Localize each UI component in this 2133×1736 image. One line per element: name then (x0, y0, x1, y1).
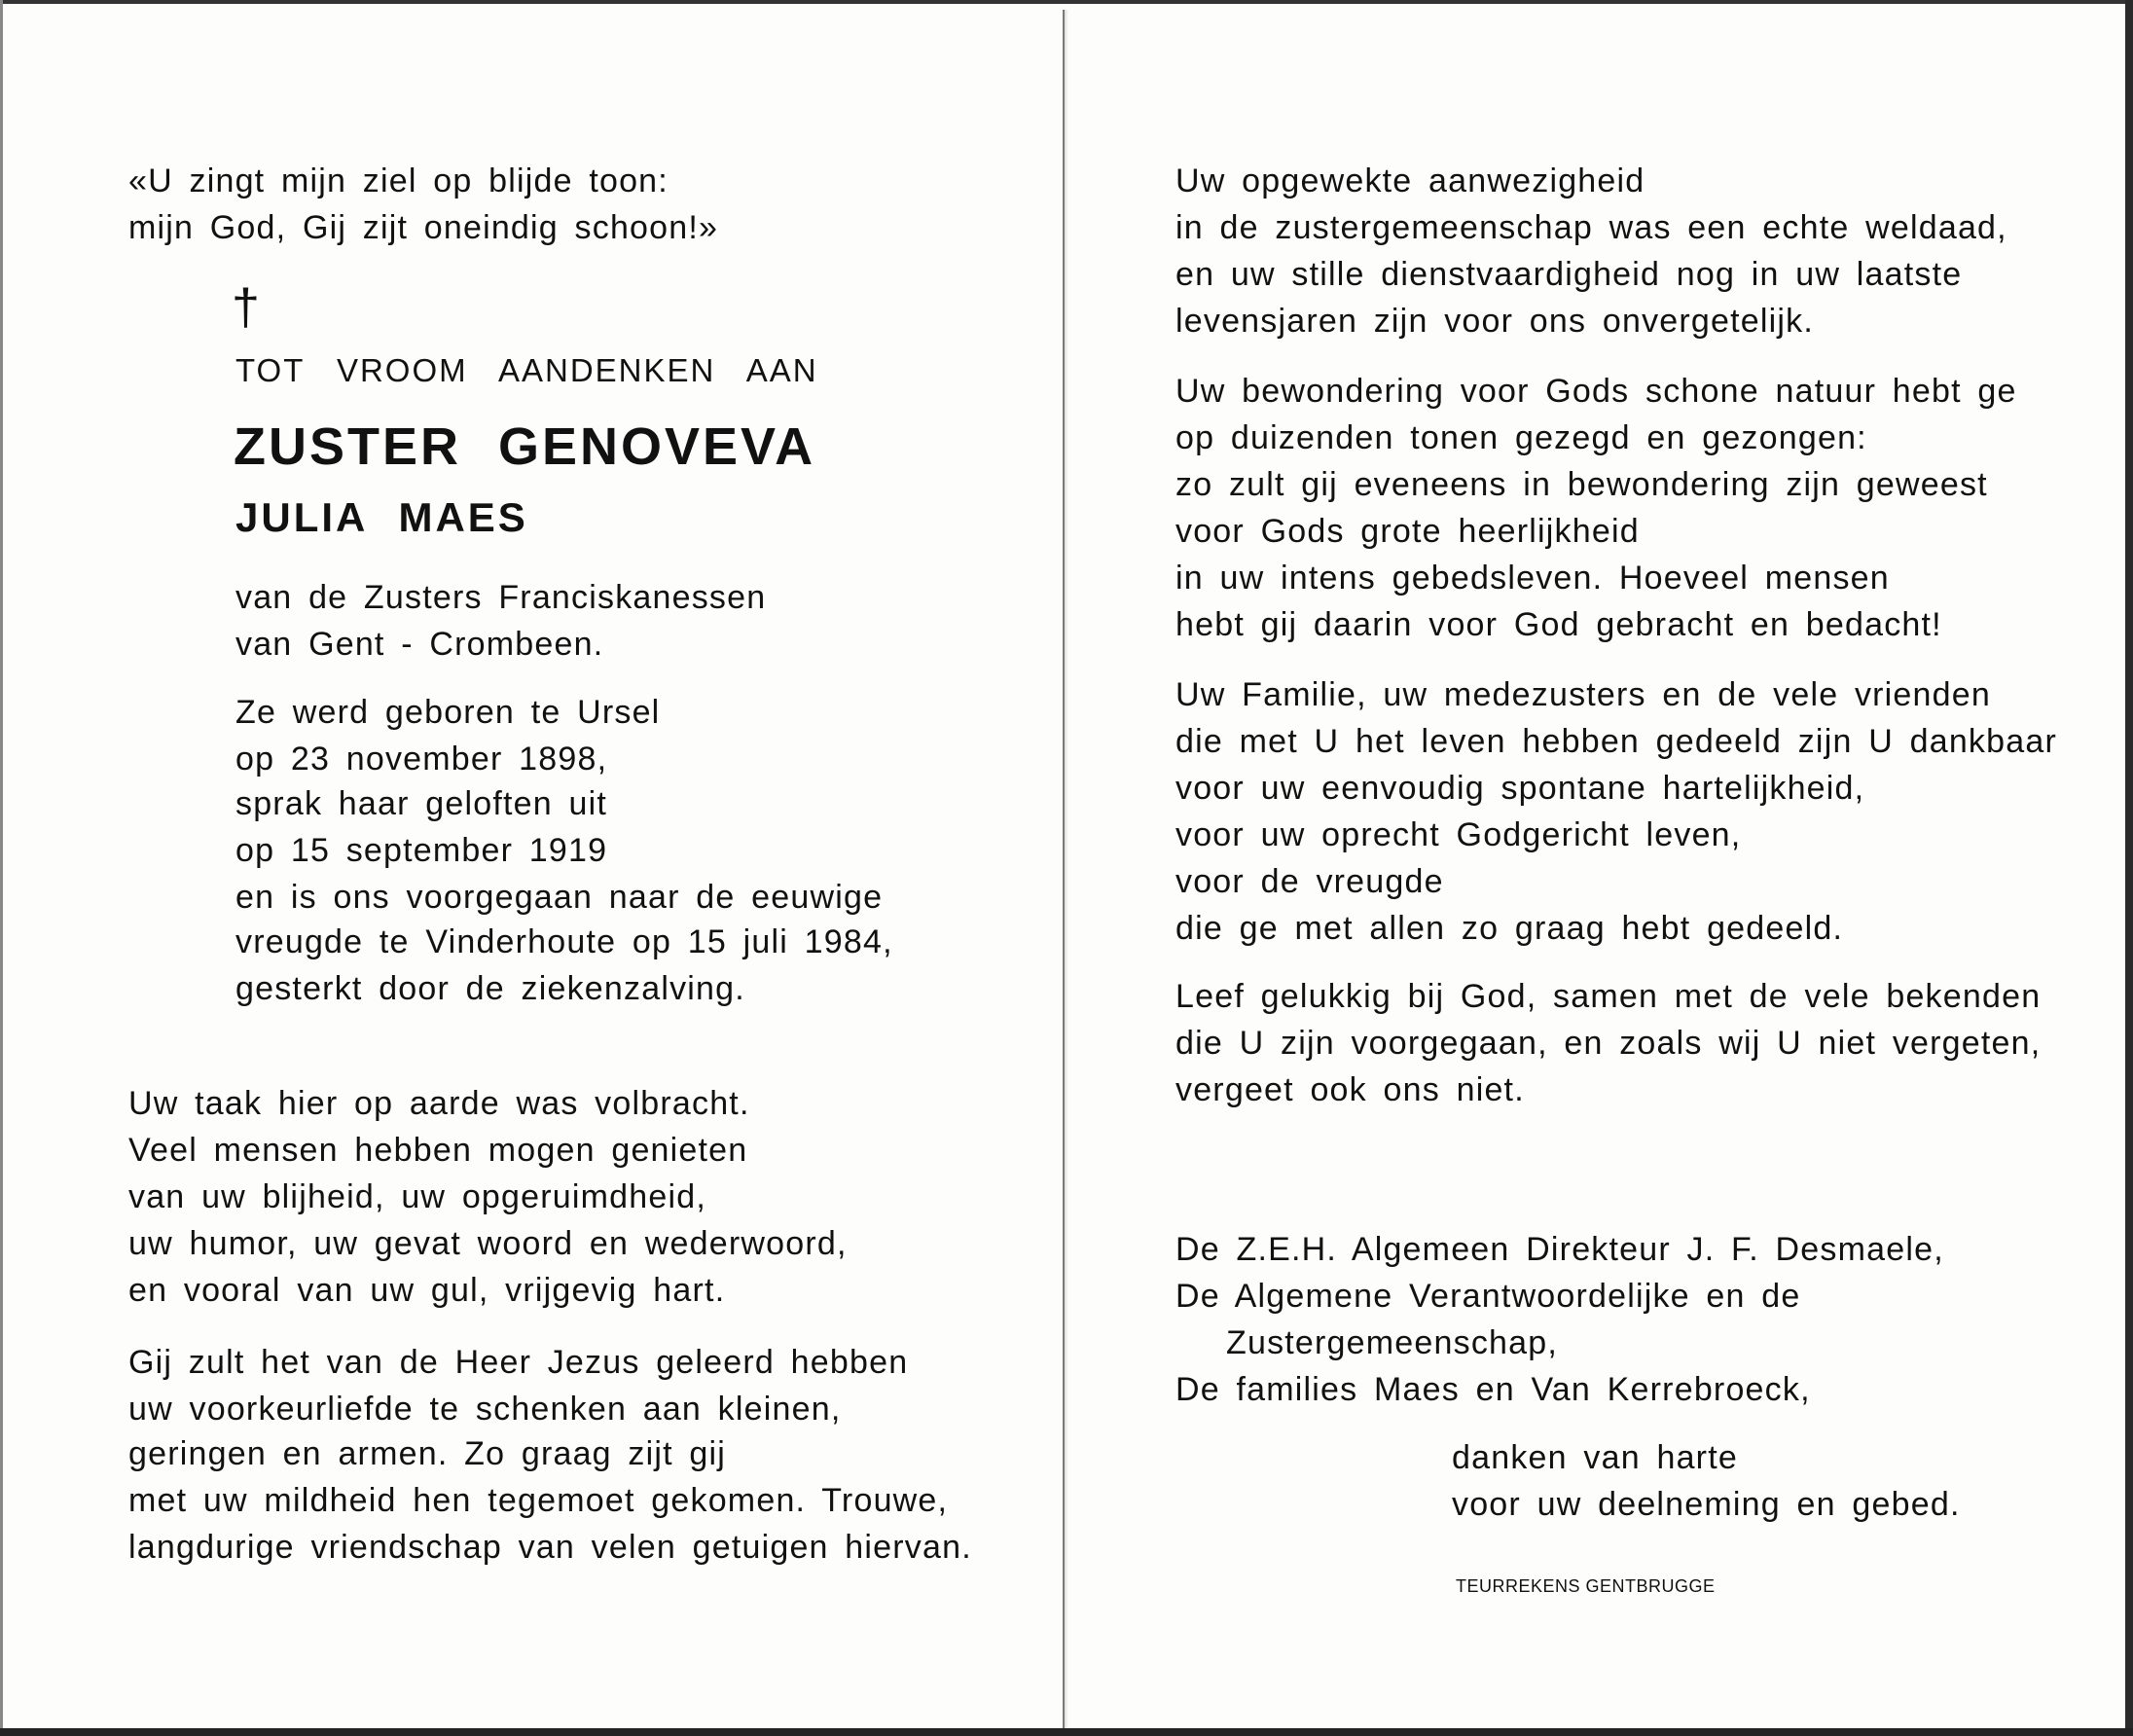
paragraph-line: van uw blijheid, uw opgeruimdheid, (128, 1178, 707, 1215)
signatory-line: Zustergemeenschap, (1226, 1324, 1558, 1361)
quote-line: mijn God, Gij zijt oneindig schoon!» (128, 209, 719, 246)
biography-line: op 15 september 1919 (235, 832, 608, 869)
biography-line: sprak haar geloften uit (235, 785, 608, 822)
paragraph-line: langdurige vriendschap van velen getuigen hiervan. (128, 1529, 972, 1566)
quote-line: «U zingt mijn ziel op blijde toon: (128, 163, 669, 199)
paragraph-line: uw voorkeurliefde te schenken aan kleinen, (128, 1391, 842, 1428)
congregation-line: van de Zusters Franciskanessen (235, 579, 767, 616)
paragraph-line: in de zustergemeenschap was een echte weldaad, (1175, 209, 2007, 246)
deceased-name: ZUSTER GENOVEVA (234, 417, 816, 476)
left-panel (0, 0, 1063, 1736)
paragraph-line: Uw opgewekte aanwezigheid (1175, 163, 1645, 199)
paragraph-line: die U zijn voorgegaan, en zoals wij U niet vergeten, (1175, 1025, 2042, 1062)
paragraph-line: zo zult gij eveneens in bewondering zijn geweest (1175, 466, 1988, 503)
paragraph-line: voor uw oprecht Godgericht leven, (1175, 816, 1742, 853)
signatory-line: De Z.E.H. Algemeen Direkteur J. F. Desmaele, (1175, 1231, 1944, 1268)
deceased-civil-name: JULIA MAES (235, 494, 528, 540)
paragraph-line: voor de vreugde (1175, 863, 1444, 900)
thanks-line: danken van harte (1452, 1439, 1738, 1476)
biography-line: gesterkt door de ziekenzalving. (235, 970, 745, 1007)
paragraph-line: Uw bewondering voor Gods schone natuur hebt ge (1175, 373, 2017, 410)
card-edge-right (2125, 0, 2133, 1736)
right-panel (1068, 0, 2125, 1736)
paragraph-line: levensjaren zijn voor ons onvergetelijk. (1175, 303, 1814, 340)
paragraph-line: en uw stille dienstvaardigheid nog in uw laatste (1175, 256, 1963, 293)
thanks-line: voor uw deelneming en gebed. (1452, 1486, 1961, 1523)
paragraph-line: Veel mensen hebben mogen genieten (128, 1132, 748, 1169)
paragraph-line: Uw taak hier op aarde was volbracht. (128, 1085, 750, 1122)
paragraph-line: vergeet ook ons niet. (1175, 1071, 1525, 1108)
paragraph-line: uw humor, uw gevat woord en wederwoord, (128, 1225, 848, 1262)
printer-credit: TEURREKENS GENTBRUGGE (1456, 1576, 1716, 1596)
memorial-heading: TOT VROOM AANDENKEN AAN (235, 352, 818, 388)
paragraph-line: Gij zult het van de Heer Jezus geleerd hebben (128, 1344, 909, 1381)
paragraph-line: die ge met allen zo graag hebt gedeeld. (1175, 910, 1844, 947)
signatory-line: De Algemene Verantwoordelijke en de (1175, 1278, 1801, 1315)
cross-icon: † (232, 279, 260, 336)
biography-line: Ze werd geboren te Ursel (235, 694, 661, 731)
paragraph-line: hebt gij daarin voor God gebracht en bedacht! (1175, 606, 1942, 643)
biography-line: op 23 november 1898, (235, 741, 608, 778)
paragraph-line: op duizenden tonen gezegd en gezongen: (1175, 419, 1867, 456)
paragraph-line: in uw intens gebedsleven. Hoeveel mensen (1175, 560, 1890, 597)
paragraph-line: voor uw eenvoudig spontane hartelijkheid, (1175, 770, 1865, 807)
paragraph-line: en vooral van uw gul, vrijgevig hart. (128, 1272, 726, 1309)
paragraph-line: geringen en armen. Zo graag zijt gij (128, 1435, 727, 1472)
signatory-line: De families Maes en Van Kerrebroeck, (1175, 1371, 1811, 1408)
congregation-line: van Gent - Crombeen. (235, 626, 604, 663)
paragraph-line: die met U het leven hebben gedeeld zijn U dankbaar (1175, 723, 2057, 760)
paragraph-line: Leef gelukkig bij God, samen met de vele bekenden (1175, 978, 2042, 1015)
paragraph-line: Uw Familie, uw medezusters en de vele vrienden (1175, 676, 1991, 713)
paragraph-line: voor Gods grote heerlijkheid (1175, 513, 1640, 550)
biography-line: en is ons voorgegaan naar de eeuwige (235, 879, 884, 916)
paragraph-line: met uw mildheid hen tegemoet gekomen. Trouwe, (128, 1482, 949, 1519)
biography-line: vreugde te Vinderhoute op 15 juli 1984, (235, 923, 893, 960)
